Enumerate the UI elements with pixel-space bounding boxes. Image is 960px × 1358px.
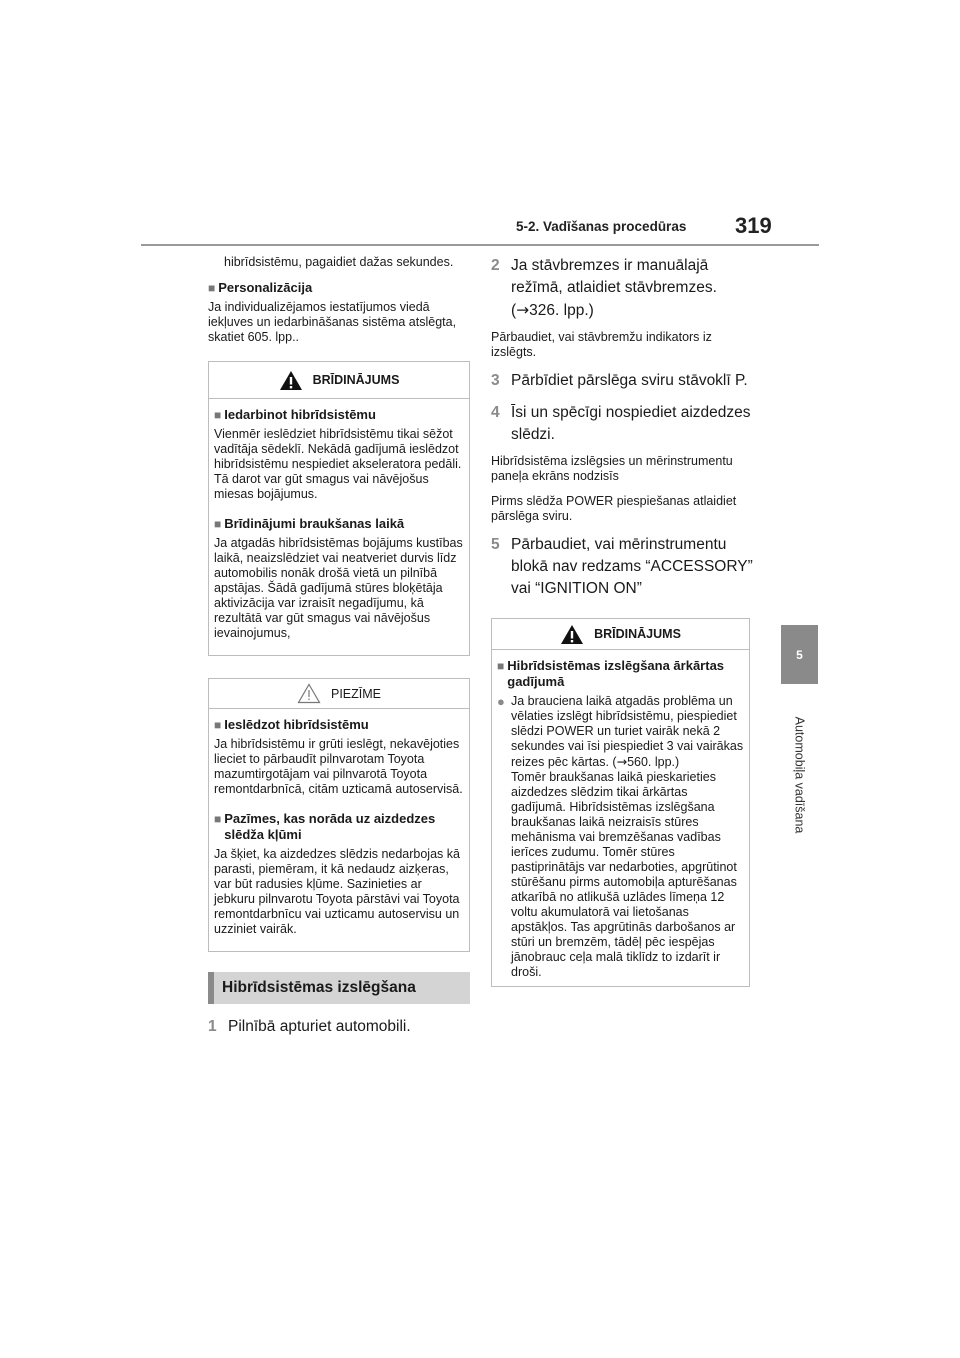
intro-continuation: hibrīdsistēmu, pagaidiet dažas sekundes. bbox=[224, 255, 454, 269]
warning-text: Ja atgadās hibrīdsistēmas bojājums kustības laikā, neaizslēdziet vai neatveriet durvis līdz automobilis nonāk drošā vietā un pilnībā apstājas. Šādā gadījumā stūres bloķētāja aktivizācija var izraisīt negadījumu, kā rezultātā var gūt smagus vai nāvējošus ievainojumus, bbox=[214, 536, 463, 640]
page-reference-arrow-icon: → bbox=[616, 754, 628, 769]
step-text: Pārbīdiet pārslēga sviru stāvoklī P. bbox=[511, 372, 748, 389]
section-title: 5-2. Vadīšanas procedūras bbox=[516, 219, 687, 234]
warning-triangle-icon bbox=[279, 370, 303, 391]
warning-subheading: ■ Brīdinājumi braukšanas laikā bbox=[214, 516, 405, 531]
step-3 bbox=[491, 370, 753, 392]
warning-label: BRĪDINĀJUMS bbox=[594, 627, 681, 641]
round-bullet-icon: ● bbox=[497, 694, 505, 709]
notice-subheading: ■ Pazīmes, kas norāda uz aizdedzes slēdža kļūmi bbox=[214, 811, 436, 842]
personalization-heading: ■ Personalizācija bbox=[208, 280, 313, 295]
notice-triangle-icon bbox=[297, 683, 321, 704]
notice-box bbox=[208, 678, 470, 952]
square-bullet-icon: ■ bbox=[214, 408, 222, 422]
square-bullet-icon: ■ bbox=[214, 812, 222, 826]
chapter-tab bbox=[781, 625, 818, 684]
step-2: 2 Ja stāvbremzes ir manuālajā režīmā, atlaidiet stāvbremzes. (→326. lpp.) bbox=[491, 255, 753, 322]
right-column bbox=[491, 255, 753, 1007]
notice-subheading: ■ Ieslēdzot hibrīdsistēmu bbox=[214, 717, 369, 732]
warning-subheading: ■ Iedarbinot hibrīdsistēmu bbox=[214, 407, 376, 422]
step-text: Ja stāvbremzes ir manuālajā režīmā, atlaidiet stāvbremzes. bbox=[511, 257, 717, 296]
chapter-label: Automobiļa vadīšana bbox=[792, 716, 806, 834]
step-number: 4 bbox=[491, 404, 500, 421]
warning-label: BRĪDINĀJUMS bbox=[312, 373, 400, 387]
square-bullet-icon: ■ bbox=[208, 281, 216, 295]
warning-subheading: ■ Hibrīdsistēmas izslēgšana ārkārtas gadījumā bbox=[497, 658, 725, 689]
square-bullet-icon: ■ bbox=[214, 718, 222, 732]
step-1 bbox=[208, 1016, 470, 1038]
chapter-number: 5 bbox=[796, 647, 803, 662]
warning-box bbox=[491, 618, 750, 987]
step-number: 5 bbox=[491, 536, 500, 553]
step-text: Pārbaudiet, vai mērinstrumentu blokā nav redzams “ACCESSORY” vai “IGNITION ON” bbox=[511, 536, 753, 597]
page-number: 319 bbox=[735, 213, 772, 238]
personalization-text: Ja individualizējamos iestatījumos viedā iekļuves un iedarbināšanas sistēma atslēgta, skatiet 605. lpp.. bbox=[208, 300, 457, 344]
page-reference-arrow-icon: → bbox=[516, 301, 530, 319]
warning-box bbox=[208, 361, 470, 656]
notice-label: PIEZĪME bbox=[330, 686, 381, 701]
step-2-note: Pārbaudiet, vai stāvbremžu indikators iz izslēgts. bbox=[491, 330, 712, 359]
step-5 bbox=[491, 534, 753, 600]
square-bullet-icon: ■ bbox=[214, 517, 222, 531]
warning-bullet-text: Ja brauciena laikā atgadās problēma un vēlaties izslēgt hibrīdsistēmu, piespiediet slēdzi POWER un turiet vairāk nekā 2 sekundes vai īsi piespiediet 3 vai vairākas reizes pēc kārtas. ( bbox=[511, 694, 744, 769]
section-heading: Hibrīdsistēmas izslēgšana bbox=[208, 972, 470, 1004]
warning-bullet bbox=[497, 694, 744, 980]
step-text: Īsi un spēcīgi nospiediet aizdedzes slēdzi. bbox=[511, 404, 751, 443]
step-4 bbox=[491, 402, 753, 446]
step-number: 2 bbox=[491, 257, 500, 274]
step-number: 3 bbox=[491, 372, 500, 389]
page-reference: 326. lpp.) bbox=[529, 302, 594, 319]
chapter-label-wrap bbox=[782, 695, 816, 855]
notice-text: Ja šķiet, ka aizdedzes slēdzis nedarbojas kā parasti, piemēram, it kā nedaudz aizķeras, var būt radusies kļūme. Sazinieties ar jebkuru pilnvarotu Toyota pārstāvi vai Toyota remontdarbnīcu vai uzticamu autoservisu un uzziniet vairāk. bbox=[214, 847, 460, 936]
notice-text: Ja hibrīdsistēmu ir grūti ieslēgt, nekavējoties lieciet to pārbaudīt pilnvarotam Toyota mazumtirgotājam vai pilnvarotā Toyota remontdarbnīcā, citām uzticamā autoservisā. bbox=[214, 737, 463, 796]
square-bullet-icon: ■ bbox=[497, 659, 505, 673]
left-column bbox=[208, 255, 470, 1048]
warning-bullet-text: Tomēr braukšanas laikā pieskarieties aizdedzes slēdzim tikai ārkārtas gadījumā. Hibrīdsistēmas izslēgšana braukšanas laikā neizraisīs stūres mehānisma vai bremzēšanas vadības ierīces zudumu. Tomēr stūres pastiprinātājs var nedarboties, apgrūtinot stūrēšanu pirms automobiļa apturēšanas atkarībā no atlikušā uzlādes līmeņa 12 voltu akumulatorā vai lietošanas apstākļos. Tas apgrūtinās darbošanos ar stūri un bremzēm, tādēļ pēc iespējas jānobrauc ceļa malā tiklīdz to izdarīt ir droši. bbox=[511, 770, 737, 979]
warning-box-header bbox=[492, 619, 749, 650]
notice-box-header bbox=[209, 679, 469, 709]
warning-box-header bbox=[209, 362, 469, 399]
warning-triangle-icon bbox=[560, 624, 584, 645]
header-rule bbox=[141, 244, 819, 246]
step-number: 1 bbox=[208, 1018, 217, 1035]
warning-text: Vienmēr ieslēdziet hibrīdsistēmu tikai sēžot vadītāja sēdeklī. Nekādā gadījumā ieslēdzot hibrīdsistēmu nespiediet akseleratora pedāli. Tā darot var gūt smagus vai nāvējošus miesas bojājumus. bbox=[214, 427, 462, 501]
step-4-note: Pirms slēdža POWER piespiešanas atlaidiet pārslēga sviru. bbox=[491, 494, 737, 523]
step-4-note: Hibrīdsistēma izslēgsies un mērinstrumentu paneļa ekrāns nodzisīs bbox=[491, 454, 733, 483]
step-text: Pilnībā apturiet automobili. bbox=[228, 1018, 411, 1035]
page-reference: 560. lpp.) bbox=[627, 755, 680, 769]
